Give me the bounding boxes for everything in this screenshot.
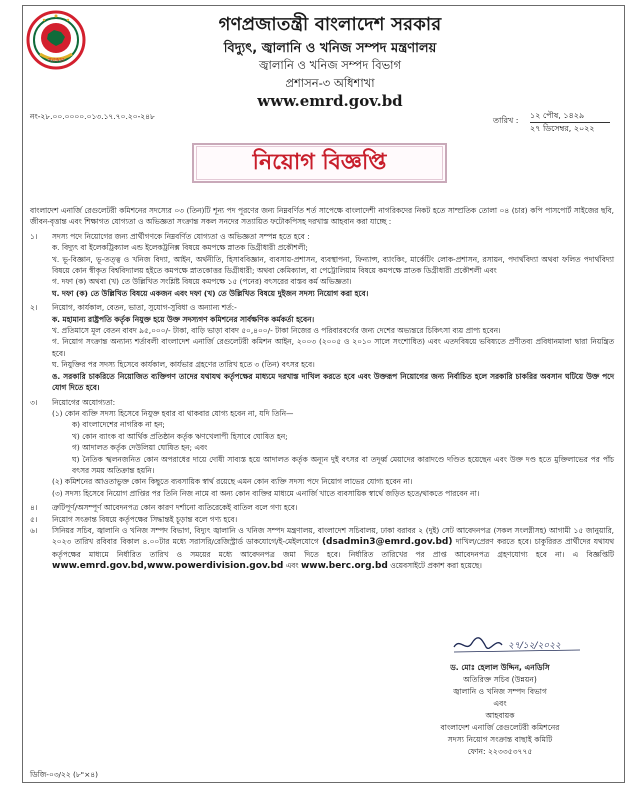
committee-line-2: সদস্য নিয়োগ সংক্রান্ত বাছাই কমিটি <box>447 735 553 744</box>
notice-title-banner <box>192 143 447 183</box>
website-link-powerdivision[interactable]: www.powerdivision.gov.bd <box>147 561 284 572</box>
section-2-a: ক. মহামান্য রাষ্ট্রপতি কর্তৃক নিযুক্ত হয়ে উক্ত সদস্যগণ কমিশনের সার্বক্ষণিক কর্মকর্তা হবেন। <box>52 314 315 324</box>
bangladesh-government-emblem-icon <box>26 10 86 70</box>
signatory-phone: ফোন: ২২৩৩৫৩৭৭৫ <box>467 747 533 756</box>
section-6-text-b: দাখিল/প্রেরণ করতে হবে। চাকুরিরত প্রার্থীদের যথাযথ কর্তৃপক্ষের মাধ্যমে নির্ধারিত তারিখ ও সময়ের মধ্যে আবেদনপত্র জমা দিতে হবে। নির্ধারিত তারিখের পর প্রাপ্ত আবেদনপত্র গ্রহণযোগ্য হবে না। এ বিজ্ঞপ্তিটি <box>52 537 615 559</box>
memo-number: নং-২৮.০০.০০০০.০১৩.১৭.৭০.২০-২৪৮ <box>30 112 155 121</box>
section-4 <box>30 502 614 513</box>
section-4-text: ত্রুটিপূর্ণ/অসম্পূর্ণ আবেদনপত্র কোন কারণ দর্শানো ব্যতিরেকেই বাতিল বলে গণ্য হবে। <box>52 503 298 513</box>
section-5-text: নিয়োগ সংক্রান্ত বিষয়ে কর্তৃপক্ষের সিদ্ধান্তই চূড়ান্ত বলে গণ্য হবে। <box>52 514 238 524</box>
section-3-ka: ক) বাংলাদেশের নাগরিক না হন; <box>72 420 165 430</box>
section-3-p3: (৩) সদস্য হিসেবে নিয়োগ প্রাপ্তির পর তিনি নিজ নামে বা অন্য কোন ব্যক্তির মাধ্যমে এনার্জি খাতে ব্যবসায়িক স্বার্থে জড়িত হতে/থাকতে পারবেন না। <box>52 488 480 498</box>
section-3-kha: খ) কোন ব্যাংক বা আর্থিক প্রতিষ্ঠান কর্তৃক ঋণখেলাপী হিসাবে ঘোষিত হন; <box>72 431 288 441</box>
section-1 <box>30 231 614 242</box>
footer-code: ডিজি-০৩/২২ (৮"×৪) <box>30 770 98 779</box>
section-2 <box>30 302 614 313</box>
section-3-ga: গ) আদালত কর্তৃক দেউলিয়া ঘোষিত হন; এবং <box>72 443 208 453</box>
section-6 <box>30 525 614 573</box>
section-number: ৪। <box>30 503 38 513</box>
section-6-and: এবং <box>285 561 299 571</box>
date-label: তারিখ : <box>493 116 519 125</box>
website-link[interactable]: www.emrd.gov.bd <box>257 92 403 110</box>
notice-title: নিয়োগ বিজ্ঞপ্তি <box>252 149 387 175</box>
section-1-c: গ. দফা (ক) অথবা (খ) তে উল্লিখিত সংশ্লিষ্ট বিষয়ে কমপক্ষে ১৫ (পনের) বৎসরের বাস্তব কর্ম অভিজ্ঞতা। <box>52 277 352 287</box>
section-1-title: সদস্য পদে নিয়োগের জন্য প্রার্থীগণকে নিম্নবর্ণিত যোগ্যতা ও অভিজ্ঞতা সম্পন্ন হতে হবে : <box>52 231 310 241</box>
signature-date: ২৭/১২/২০২২ <box>508 641 561 651</box>
section-number: ৩। <box>30 397 38 407</box>
section-number: ৫। <box>30 514 38 524</box>
section-6-text-a: সিনিয়র সচিব, জ্বালানি ও খনিজ সম্পদ বিভাগ, বিদ্যুৎ জ্বালানি ও খনিজ সম্পদ মন্ত্রণালয়, বাংলাদেশ সচিবালয়, ঢাকা বরাবর ২ (দুই) সেট আবেদনপত্র (সকল সংলগ্নীসহ) আগামী ১৫ জানুয়ারি, ২০২৩ তারিখ রবিবার বিকাল ৪.০০টার মধ্যে সরাসরি/রেজিস্ট্রার্ড ডাকযোগে/ই-মেইলযোগে <box>52 525 614 547</box>
signatory-name: ড. মোঃ হেলাল উদ্দিন, এনডিসি <box>450 663 550 672</box>
notice-body <box>30 205 614 573</box>
division-name: জ্বালানি ও খনিজ সম্পদ বিভাগ <box>258 58 402 72</box>
section-6-text-c: ওয়েবসাইটে প্রকাশ করা হয়েছে। <box>390 561 482 571</box>
wing-name: প্রশাসন-৩ অধিশাখা <box>285 76 375 90</box>
website-link-berc[interactable]: www.berc.org.bd <box>300 561 388 572</box>
section-2-c: গ. নিয়োগ সংক্রান্ত অন্যান্য শর্তাবলী বাংলাদেশ এনার্জি রেগুলেটরী কমিশন আইন, ২০০৩ (২০০৫ ও ২০১০ সালে সংশোধিত) এবং এতদবিষয়ে ভবিষ্যতে প্রণীতব্য প্রবিধানমালা দ্বারা নিয়ন্ত্রিত হবে। <box>52 337 614 358</box>
section-number: ৬। <box>30 525 38 535</box>
section-2-b: খ. প্রতিমাসে মূল বেতন বাবদ ৯৫,০০০/- টাকা, বাড়ি ভাড়া বাবদ ৫০,৪০০/- টাকা নিজের ও পরিবারবর্গের জন্য দেশের অভ্যন্তরে চিকিৎসা ব্যয় প্রাপ্য হবেন। <box>52 326 501 336</box>
section-2-d: ঘ. নিযুক্তির পর সদস্য হিসেবে কার্যকাল, কার্যভার গ্রহণের তারিখ হতে ৩ (তিন) বৎসর হবে। <box>52 360 315 370</box>
section-3-gha: ঘ) নৈতিক স্খলনজনিত কোন অপরাধের দায়ে দোষী সাব্যস্ত হয়ে আদালত কর্তৃক অন্যূন দুই বৎসর বা তদূর্ধ্ব মেয়াদের কারাদণ্ডে দণ্ডিত হয়েছেন এবং উক্ত দণ্ড হতে মুক্তিলাভের পর পাঁচ বৎসর সময় অতিক্রান্ত হয়নি। <box>72 454 614 475</box>
signatory-block <box>400 662 600 758</box>
section-3-title: নিয়োগের অযোগ্যতা: <box>52 397 116 407</box>
section-3-p1: (১) কোন ব্যক্তি সদস্য হিসেবে নিযুক্ত হবার বা থাকবার যোগ্য হবেন না, যদি তিনি— <box>52 408 294 418</box>
committee-line-1: বাংলাদেশ এনার্জি রেগুলেটরী কমিশনের <box>440 723 560 732</box>
notice-title-inner-frame <box>196 146 443 180</box>
date-english: ২৭ ডিসেম্বর, ২০২২ <box>530 124 595 133</box>
handwritten-signature <box>450 633 590 655</box>
section-6-text <box>52 525 614 573</box>
intro-paragraph: বাংলাদেশ এনার্জি রেগুলেটরী কমিশনের সদস্যের ০৩ (তিন)টি শূন্য পদ পূরণের জন্য নিম্নবর্ণিত শর্ত সাপেক্ষে বাংলাদেশী নাগরিকদের নিকট হতে সাম্প্রতিক তোলা ০৪ (চার) কপি পাসপোর্ট সাইজের ছবি, জীবন-বৃত্তান্ত এবং শিক্ষাগত যোগ্যতা ও অভিজ্ঞতা সংক্রান্ত সকল সনদের সত্যায়িত ফটোকপিসহ দরখাস্ত আহবান করা যাচ্ছে : <box>30 206 614 227</box>
section-1-b: খ. ভূ-বিজ্ঞান, ভূ-তত্ত্ব ও খনিজ বিদ্যা, আইন, অর্থনীতি, হিসাববিজ্ঞান, ব্যবসায়-প্রশাসন, ব্যবস্থাপনা, ফিন্যান্স, ব্যাংকিং, মার্কেটিং লোক-প্রশাসন, রসায়ন, পদার্থবিদ্যা অথবা ফলিত পদার্থবিদ্যা বিষয়ে কোন স্বীকৃত বিশ্ববিদ্যালয় হইতে কমপক্ষে স্নাতকোত্তর ডিগ্রীধারী; অথবা কেমিক্যাল, বা পেট্রোলিয়াম বিষয়ে কমপক্ষে স্নাতক ডিগ্রীধারী প্রকৌশলী এবং <box>52 254 614 276</box>
government-title: গণপ্রজাতন্ত্রী বাংলাদেশ সরকার <box>218 14 442 35</box>
ministry-name: বিদ্যুৎ, জ্বালানি ও খনিজ সম্পদ মন্ত্রণালয় <box>223 41 437 56</box>
email-link[interactable]: (dsadmin3@emrd.gov.bd) <box>321 537 453 548</box>
section-number: ২। <box>30 303 38 313</box>
signatory-office: জ্বালানি ও খনিজ সম্পদ বিভাগ <box>453 687 547 696</box>
section-number: ১। <box>30 231 38 241</box>
section-1-a: ক. বিদ্যুৎ বা ইলেকট্রিক্যাল এন্ড ইলেকট্রনিক্স বিষয়ে কমপক্ষে স্নাতক ডিগ্রীধারী প্রকৌশলী; <box>52 243 308 253</box>
website-link-emrd[interactable]: www.emrd.gov.bd, <box>52 561 148 572</box>
date-block <box>530 110 610 135</box>
signatory-role: আহবায়ক <box>485 711 515 720</box>
signatory-designation: অতিরিক্ত সচিব (উন্নয়ন) <box>463 675 537 684</box>
signatory-and: এবং <box>493 699 507 708</box>
section-3-p2: (২) কমিশনের আওতাভুক্ত কোন কিছুতে ব্যবসায়িক স্বার্থ রয়েছে এমন কোন ব্যক্তি সদস্য পদে নিয়োগ লাভের যোগ্য হবেন না। <box>52 477 413 487</box>
section-1-d: ঘ. দফা (ক) তে উল্লিখিত বিষয়ে একজন এবং দফা (খ) তে উল্লিখিত বিষয়ে দুইজন সদস্য নিয়োগ করা হবে। <box>52 288 369 298</box>
section-2-e: ঙ. সরকারি চাকরিতে নিয়োজিত ব্যক্তিগণ তাদের যথাযথ কর্তৃপক্ষের মাধ্যমে দরখাস্ত দাখিল করতে হবে এবং উক্তরূপ নিয়োগের জন্য নির্বাচিত হলে সরকারি চাকরির অবসান ঘটিয়ে উক্ত পদে যোগ দিতে হবে। <box>52 371 614 393</box>
section-2-title: নিয়োগ, কার্যকাল, বেতন, ভাতা, সুযোগ-সুবিধা ও অন্যান্য শর্ত:- <box>52 303 237 313</box>
section-5 <box>30 514 614 525</box>
section-3 <box>30 397 614 408</box>
date-bangla: ১২ পৌষ, ১৪২৯ <box>530 111 585 120</box>
emblem-text: সরকার <box>47 57 65 64</box>
